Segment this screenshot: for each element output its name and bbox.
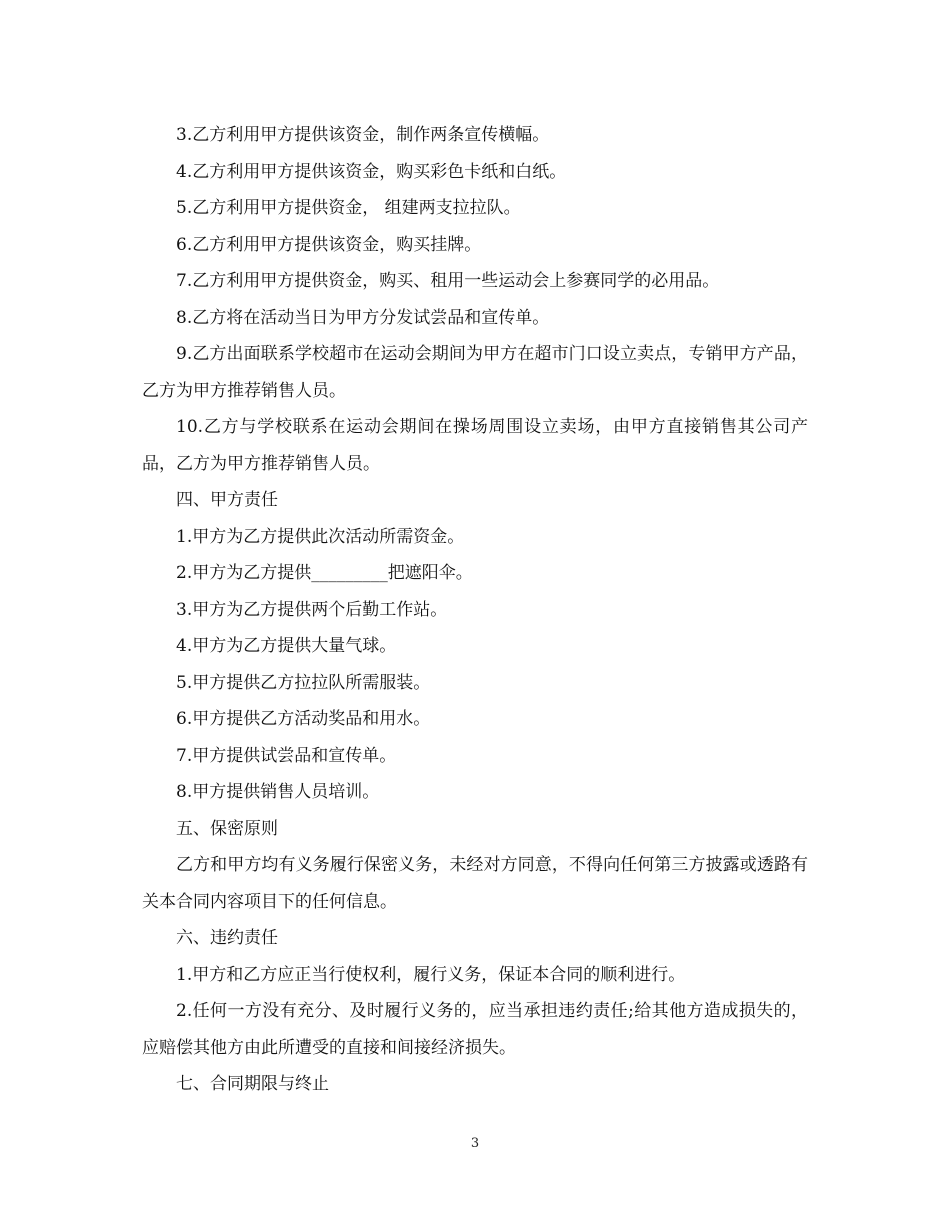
paragraph: 8.乙方将在活动当日为甲方分发试尝品和宣传单。 xyxy=(176,307,550,328)
paragraph: 乙方和甲方均有义务履行保密义务，未经对方同意，不得向任何第三方披露或透路有关本合同内容项目下的任何信息。 xyxy=(142,855,808,912)
page-number: 3 xyxy=(470,1136,480,1151)
paragraph: 8.甲方提供销售人员培训。 xyxy=(176,782,380,802)
paragraph: 2.甲方为乙方提供_________把遮阳伞。 xyxy=(176,563,473,583)
paragraph: 10.乙方与学校联系在运动会期间在操场周围设立卖场，由甲方直接销售其公司产品，乙方为甲方推荐销售人员。 xyxy=(142,417,808,474)
paragraph: 7.甲方提供试尝品和宣传单。 xyxy=(176,745,397,766)
document-body xyxy=(142,117,808,1103)
paragraph: 4.甲方为乙方提供大量气球。 xyxy=(176,636,397,656)
paragraph: 3.乙方利用甲方提供该资金，制作两条宣传横幅。 xyxy=(176,125,550,145)
paragraph: 5.乙方利用甲方提供资金， 组建两支拉拉队。 xyxy=(176,198,521,218)
paragraph: 4.乙方利用甲方提供该资金，购买彩色卡纸和白纸。 xyxy=(176,161,567,182)
section-heading: 七、合同期限与终止 xyxy=(176,1074,329,1094)
section-heading: 六、违约责任 xyxy=(176,928,278,948)
paragraph: 6.甲方提供乙方活动奖品和用水。 xyxy=(176,709,431,729)
paragraph: 1.甲方为乙方提供此次活动所需资金。 xyxy=(176,526,465,547)
paragraph: 1.甲方和乙方应正当行使权利，履行义务，保证本合同的顺利进行。 xyxy=(176,964,686,985)
paragraph: 2.任何一方没有充分、及时履行义务的，应当承担违约责任;给其他方造成损失的，应赔偿其他方由此所遭受的直接和间接经济损失。 xyxy=(142,1001,808,1058)
section-heading: 四、甲方责任 xyxy=(176,490,278,510)
paragraph: 7.乙方利用甲方提供资金，购买、租用一些运动会上参赛同学的必用品。 xyxy=(176,271,720,291)
paragraph: 5.甲方提供乙方拉拉队所需服装。 xyxy=(176,672,431,693)
paragraph: 3.甲方为乙方提供两个后勤工作站。 xyxy=(176,599,448,620)
section-heading: 五、保密原则 xyxy=(176,818,278,839)
paragraph: 6.乙方利用甲方提供该资金，购买挂牌。 xyxy=(176,234,482,255)
paragraph: 9.乙方出面联系学校超市在运动会期间为甲方在超市门口设立卖点，专销甲方产品，乙方为甲方推荐销售人员。 xyxy=(142,344,808,401)
